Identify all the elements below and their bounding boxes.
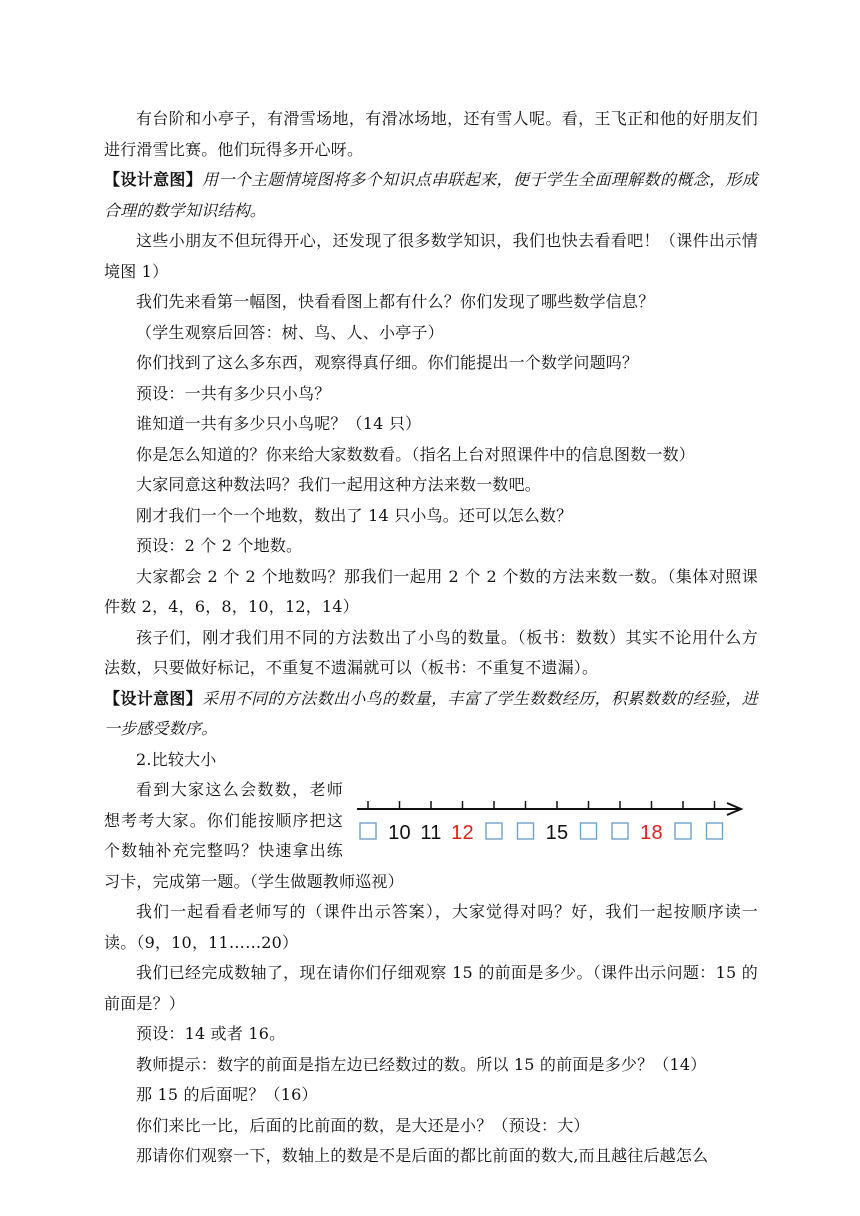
body-paragraph: 刚才我们一个一个地数，数出了 14 只小鸟。还可以怎么数？ [136, 505, 573, 525]
number-line-label: 18 [640, 822, 663, 844]
number-line-label: 15 [545, 822, 569, 844]
document-content [104, 104, 758, 1172]
body-paragraph: 那请你们观察一下，数轴上的数是不是后面的都比前面的数大,而且越往后越怎么 [136, 1146, 709, 1165]
body-paragraph: 预设：14 或者 16。 [136, 1024, 286, 1043]
design-intent-text: 用一个主题情境图将多个知识点串联起来，便于学生全面理解数的概念，形成合理的数学知识结构。 [104, 170, 758, 220]
body-paragraph: 我们一起看看老师写的（课件出示答案），大家觉得对吗？好，我们一起按顺序读一读。（9，10，11……20） [104, 902, 758, 952]
body-paragraph: 教师提示：数字的前面是指左边已经数过的数。所以 15 的前面是多少？（14） [136, 1054, 707, 1074]
number-line-blank-box[interactable] [612, 823, 628, 839]
body-paragraph: 我们已经完成数轴了，现在请你们仔细观察 15 的前面是多少。（课件出示问题：15 的前面是？） [104, 963, 758, 1013]
number-line-blank-box[interactable] [360, 823, 376, 839]
body-paragraph: 谁知道一共有多少只小鸟呢？（14 只） [136, 414, 422, 433]
number-line-label: 11 [420, 822, 442, 844]
number-line-label: 12 [451, 822, 474, 844]
number-line-figure [351, 781, 761, 849]
number-line-svg [351, 781, 761, 849]
design-intent-paragraph [104, 165, 758, 226]
body-paragraph: 2.比较大小 [136, 749, 217, 769]
number-line-blank-box[interactable] [707, 823, 723, 839]
number-line-blank-box[interactable] [486, 823, 502, 839]
body-paragraph: 你们来比一比，后面的比前面的数，是大还是小？（预设：大） [136, 1115, 590, 1135]
body-paragraph: 那 15 的后面呢？（16） [136, 1085, 318, 1104]
number-line-blank-box[interactable] [581, 823, 597, 839]
design-intent-text: 采用不同的方法数出小鸟的数量，丰富了学生数数经历，积累数数的经验，进一步感受数序。 [104, 688, 758, 738]
body-paragraph: 预设：2 个 2 个地数。 [136, 536, 303, 555]
number-line-blank-box[interactable] [675, 823, 691, 839]
design-intent-paragraph [104, 684, 758, 745]
body-paragraph: （学生观察后回答：树、鸟、人、小亭子） [136, 322, 444, 342]
body-paragraph: 大家都会 2 个 2 个地数吗？那我们一起用 2 个 2 个数的方法来数一数。（集体对照课件数 2，4，6，8，10，12，14） [104, 566, 758, 616]
body-paragraph: 你是怎么知道的？你来给大家数数看。（指名上台对照课件中的信息图数一数） [136, 444, 696, 464]
number-line-blank-box[interactable] [518, 823, 534, 839]
body-paragraph: 预设：一共有多少只小鸟？ [136, 383, 331, 403]
figure-paragraph [104, 775, 758, 897]
body-paragraph: 有台阶和小亭子，有滑雪场地，有滑冰场地，还有雪人呢。看，王飞正和他的好朋友们进行滑雪比赛。他们玩得多开心呀。 [104, 109, 758, 159]
figure-paragraph-text: 看到大家这么会数数，老师想考考大家。你们能按顺序把这个数轴补充完整吗？快速拿出练习卡，完成第一题。（学生做题教师巡视） [104, 780, 404, 891]
number-line-label: 10 [388, 822, 411, 844]
design-intent-label: 【设计意图】 [104, 170, 203, 189]
body-paragraph: 大家同意这种数法吗？我们一起用这种方法来数一数吧。 [136, 475, 542, 494]
design-intent-label: 【设计意图】 [104, 688, 203, 708]
body-paragraph: 我们先来看第一幅图，快看看图上都有什么？你们发现了哪些数学信息？ [136, 292, 655, 311]
body-paragraph: 这些小朋友不但玩得开心，还发现了很多数学知识，我们也快去看看吧！（课件出示情境图 1） [104, 231, 758, 281]
body-paragraph: 孩子们，刚才我们用不同的方法数出了小鸟的数量。（板书：数数）其实不论用什么方法数，只要做好标记，不重复不遗漏就可以（板书：不重复不遗漏）。 [104, 627, 758, 677]
body-paragraph: 你们找到了这么多东西，观察得真仔细。你们能提出一个数学问题吗？ [136, 353, 639, 372]
